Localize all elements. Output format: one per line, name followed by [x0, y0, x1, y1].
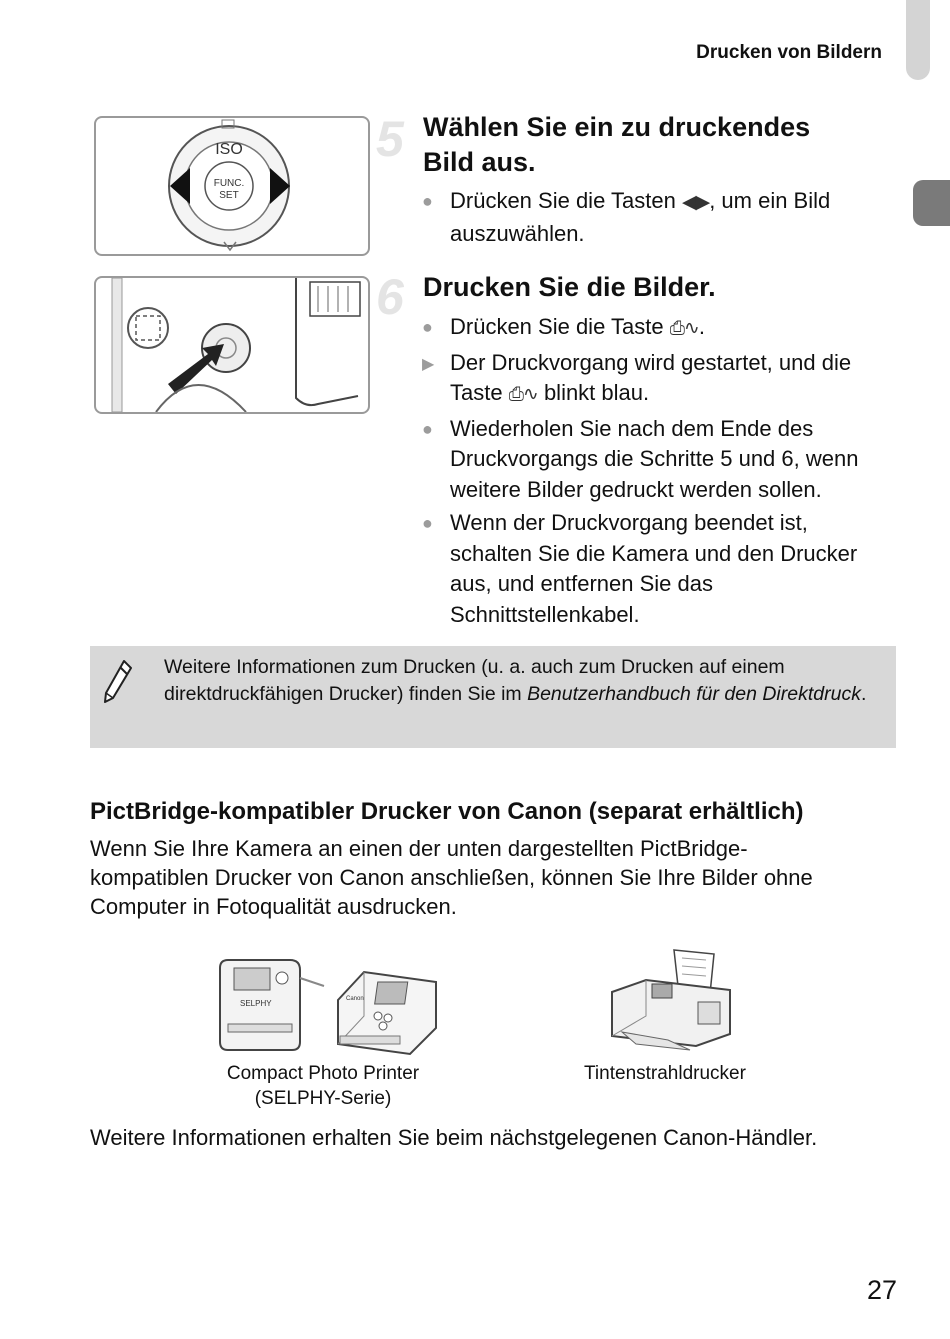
- footer-note: Weitere Informationen erhalten Sie beim nächstgelegenen Canon-Händler.: [90, 1125, 818, 1150]
- running-header: Drucken von Bildern: [696, 42, 882, 63]
- step-5-number: 5: [376, 111, 404, 167]
- step-6-bullets: [422, 312, 892, 633]
- step-5-title: Wählen Sie ein zu druckendes Bild aus.: [423, 112, 811, 177]
- step-6-bullet-2: ▶ Der Druckvorgang wird gestartet, und die Taste ⎙∿ blinkt blau.: [422, 348, 892, 411]
- step-6-number: 6: [376, 269, 404, 325]
- compact-printer-caption: [200, 1061, 446, 1111]
- pencil-icon: [102, 658, 134, 706]
- step-6-bullet-4: ● Wenn der Druckvorgang beendet ist, schalten Sie die Kamera und den Drucker aus, und entfernen Sie das Schnittstellenkabel.: [422, 508, 892, 630]
- section-body: Wenn Sie Ihre Kamera an einen der unten dargestellten PictBridge-kompatiblen Drucker von Canon anschließen, können Sie Ihre Bilder ohne Computer in Fotoqualität ausdrucken.: [90, 836, 813, 919]
- selphy-printer-illustration: [214, 958, 332, 1054]
- chapter-tab: [913, 180, 950, 226]
- step-6-title: Drucken Sie die Bilder.: [423, 272, 716, 302]
- print-share-icon: ⎙∿: [508, 384, 538, 405]
- print-share-icon: ⎙∿: [669, 318, 699, 339]
- note-box: [90, 646, 896, 748]
- bullet-dot-icon: [422, 414, 433, 445]
- step-6-bullet-1: ● Drücken Sie die Taste ⎙∿.: [422, 312, 892, 345]
- step-6-bullet-3: ● Wiederholen Sie nach dem Ende des Druckvorgangs die Schritte 5 und 6, wenn weitere Bilder gedruckt werden sollen.: [422, 414, 892, 506]
- canon-label: Canon: [346, 996, 364, 1002]
- page-number: 27: [866, 1275, 897, 1305]
- compact-caption-line-2: (SELPHY-Serie): [254, 1088, 392, 1109]
- manual-reference: Benutzerhandbuch für den Direktdruck: [527, 683, 861, 705]
- step-5-bullets: [422, 186, 882, 252]
- iso-label: ISO: [215, 141, 243, 158]
- edge-tab: [906, 0, 930, 80]
- print-button-drawing: [96, 278, 368, 412]
- step-5-bullet-1: ● Drücken Sie die Tasten ◀▶, um ein Bild auszuwählen.: [422, 186, 882, 249]
- set-label: SET: [219, 190, 239, 201]
- selphy-label: SELPHY: [240, 999, 272, 1008]
- control-dial-drawing: [96, 118, 368, 254]
- bullet-dot-icon: [422, 508, 433, 539]
- print-button-illustration: [94, 276, 370, 414]
- bullet-dot-icon: [422, 312, 433, 343]
- section-title: PictBridge-kompatibler Drucker von Canon (separat erhältlich): [90, 798, 804, 825]
- bullet-dot-icon: [422, 186, 433, 217]
- func-label: FUNC.: [213, 178, 245, 189]
- compact-caption-line-1: Compact Photo Printer: [226, 1063, 420, 1084]
- inkjet-printer-illustration: [606, 946, 742, 1052]
- result-triangle-icon: [422, 348, 434, 381]
- note-text: Weitere Informationen zum Drucken (u. a. auch zum Drucken auf einem direktdruckfähigen Drucker) finden Sie im Benutzerhandbuch für den Direktdruck.: [164, 656, 867, 705]
- inkjet-printer-caption: Tintenstrahldrucker: [584, 1063, 746, 1084]
- left-right-keys-icon: ◀▶: [681, 192, 710, 213]
- control-dial-illustration: [94, 116, 370, 256]
- cp-printer-illustration: [334, 966, 440, 1056]
